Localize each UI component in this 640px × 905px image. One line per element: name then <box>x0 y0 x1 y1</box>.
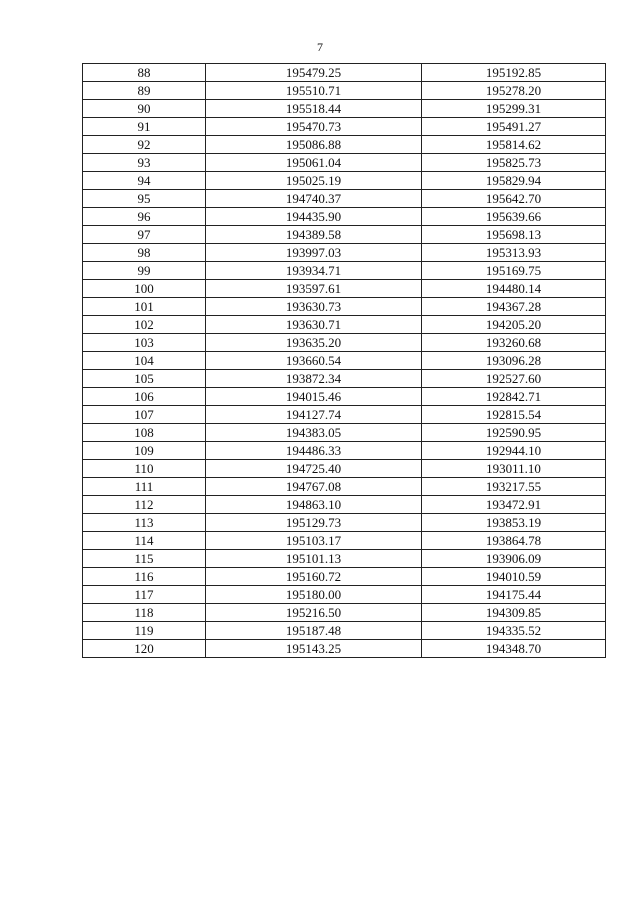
x-coordinate-cell: 194740.37 <box>206 190 422 208</box>
table-row <box>83 244 606 262</box>
y-coordinate-cell: 193853.19 <box>422 514 606 532</box>
y-coordinate-cell: 195299.31 <box>422 100 606 118</box>
y-coordinate-cell: 193906.09 <box>422 550 606 568</box>
point-number-cell: 108 <box>83 424 206 442</box>
y-coordinate-cell: 194175.44 <box>422 586 606 604</box>
y-coordinate-cell: 193472.91 <box>422 496 606 514</box>
table-row <box>83 118 606 136</box>
point-number-cell: 99 <box>83 262 206 280</box>
point-number-cell: 98 <box>83 244 206 262</box>
y-coordinate-cell: 194309.85 <box>422 604 606 622</box>
x-coordinate-cell: 193934.71 <box>206 262 422 280</box>
y-coordinate-cell: 195313.93 <box>422 244 606 262</box>
y-coordinate-cell: 193217.55 <box>422 478 606 496</box>
point-number-cell: 120 <box>83 640 206 658</box>
table-row <box>83 100 606 118</box>
point-number-cell: 110 <box>83 460 206 478</box>
y-coordinate-cell: 195698.13 <box>422 226 606 244</box>
point-number-cell: 106 <box>83 388 206 406</box>
x-coordinate-cell: 195479.25 <box>206 64 422 82</box>
table-row <box>83 442 606 460</box>
table-row <box>83 424 606 442</box>
y-coordinate-cell: 193011.10 <box>422 460 606 478</box>
y-coordinate-cell: 192815.54 <box>422 406 606 424</box>
table-row <box>83 550 606 568</box>
x-coordinate-cell: 195180.00 <box>206 586 422 604</box>
x-coordinate-cell: 193630.71 <box>206 316 422 334</box>
table-row <box>83 640 606 658</box>
y-coordinate-cell: 192944.10 <box>422 442 606 460</box>
table-row <box>83 298 606 316</box>
point-number-cell: 102 <box>83 316 206 334</box>
coordinates-table <box>82 63 606 658</box>
point-number-cell: 116 <box>83 568 206 586</box>
x-coordinate-cell: 195086.88 <box>206 136 422 154</box>
point-number-cell: 117 <box>83 586 206 604</box>
table-row <box>83 622 606 640</box>
table-row <box>83 496 606 514</box>
point-number-cell: 91 <box>83 118 206 136</box>
point-number-cell: 101 <box>83 298 206 316</box>
point-number-cell: 103 <box>83 334 206 352</box>
point-number-cell: 119 <box>83 622 206 640</box>
table-row <box>83 604 606 622</box>
y-coordinate-cell: 192590.95 <box>422 424 606 442</box>
table-row <box>83 460 606 478</box>
table-row <box>83 406 606 424</box>
point-number-cell: 107 <box>83 406 206 424</box>
y-coordinate-cell: 195642.70 <box>422 190 606 208</box>
x-coordinate-cell: 194767.08 <box>206 478 422 496</box>
table-row <box>83 352 606 370</box>
point-number-cell: 109 <box>83 442 206 460</box>
y-coordinate-cell: 194367.28 <box>422 298 606 316</box>
table-body <box>83 64 606 658</box>
table-row <box>83 532 606 550</box>
point-number-cell: 113 <box>83 514 206 532</box>
table-row <box>83 154 606 172</box>
x-coordinate-cell: 195510.71 <box>206 82 422 100</box>
y-coordinate-cell: 195825.73 <box>422 154 606 172</box>
y-coordinate-cell: 193260.68 <box>422 334 606 352</box>
x-coordinate-cell: 194863.10 <box>206 496 422 514</box>
y-coordinate-cell: 195829.94 <box>422 172 606 190</box>
x-coordinate-cell: 195187.48 <box>206 622 422 640</box>
page-number: 7 <box>317 40 323 54</box>
x-coordinate-cell: 194725.40 <box>206 460 422 478</box>
point-number-cell: 118 <box>83 604 206 622</box>
table-row <box>83 262 606 280</box>
x-coordinate-cell: 193597.61 <box>206 280 422 298</box>
y-coordinate-cell: 194348.70 <box>422 640 606 658</box>
y-coordinate-cell: 192527.60 <box>422 370 606 388</box>
y-coordinate-cell: 193096.28 <box>422 352 606 370</box>
point-number-cell: 115 <box>83 550 206 568</box>
x-coordinate-cell: 193872.34 <box>206 370 422 388</box>
table-row <box>83 514 606 532</box>
x-coordinate-cell: 195470.73 <box>206 118 422 136</box>
x-coordinate-cell: 195103.17 <box>206 532 422 550</box>
table-row <box>83 64 606 82</box>
x-coordinate-cell: 195025.19 <box>206 172 422 190</box>
point-number-cell: 89 <box>83 82 206 100</box>
x-coordinate-cell: 195216.50 <box>206 604 422 622</box>
point-number-cell: 92 <box>83 136 206 154</box>
y-coordinate-cell: 194480.14 <box>422 280 606 298</box>
point-number-cell: 94 <box>83 172 206 190</box>
x-coordinate-cell: 194383.05 <box>206 424 422 442</box>
x-coordinate-cell: 194435.90 <box>206 208 422 226</box>
point-number-cell: 112 <box>83 496 206 514</box>
table-row <box>83 172 606 190</box>
table-row <box>83 478 606 496</box>
y-coordinate-cell: 194010.59 <box>422 568 606 586</box>
table-row <box>83 334 606 352</box>
y-coordinate-cell: 195169.75 <box>422 262 606 280</box>
x-coordinate-cell: 195129.73 <box>206 514 422 532</box>
point-number-cell: 88 <box>83 64 206 82</box>
table-row <box>83 136 606 154</box>
x-coordinate-cell: 193997.03 <box>206 244 422 262</box>
y-coordinate-cell: 195814.62 <box>422 136 606 154</box>
table-row <box>83 208 606 226</box>
x-coordinate-cell: 195061.04 <box>206 154 422 172</box>
y-coordinate-cell: 194335.52 <box>422 622 606 640</box>
x-coordinate-cell: 195160.72 <box>206 568 422 586</box>
table-row <box>83 568 606 586</box>
table-row <box>83 316 606 334</box>
x-coordinate-cell: 194127.74 <box>206 406 422 424</box>
point-number-cell: 96 <box>83 208 206 226</box>
table-row <box>83 586 606 604</box>
y-coordinate-cell: 195192.85 <box>422 64 606 82</box>
x-coordinate-cell: 193635.20 <box>206 334 422 352</box>
point-number-cell: 93 <box>83 154 206 172</box>
point-number-cell: 111 <box>83 478 206 496</box>
point-number-cell: 100 <box>83 280 206 298</box>
point-number-cell: 114 <box>83 532 206 550</box>
x-coordinate-cell: 194389.58 <box>206 226 422 244</box>
x-coordinate-cell: 193630.73 <box>206 298 422 316</box>
point-number-cell: 95 <box>83 190 206 208</box>
y-coordinate-cell: 193864.78 <box>422 532 606 550</box>
table-row <box>83 82 606 100</box>
table-row <box>83 280 606 298</box>
y-coordinate-cell: 192842.71 <box>422 388 606 406</box>
table-row <box>83 370 606 388</box>
table-row <box>83 226 606 244</box>
x-coordinate-cell: 195143.25 <box>206 640 422 658</box>
table-row <box>83 388 606 406</box>
y-coordinate-cell: 194205.20 <box>422 316 606 334</box>
x-coordinate-cell: 195518.44 <box>206 100 422 118</box>
point-number-cell: 105 <box>83 370 206 388</box>
x-coordinate-cell: 194015.46 <box>206 388 422 406</box>
table-row <box>83 190 606 208</box>
x-coordinate-cell: 195101.13 <box>206 550 422 568</box>
y-coordinate-cell: 195278.20 <box>422 82 606 100</box>
y-coordinate-cell: 195491.27 <box>422 118 606 136</box>
x-coordinate-cell: 194486.33 <box>206 442 422 460</box>
point-number-cell: 90 <box>83 100 206 118</box>
point-number-cell: 104 <box>83 352 206 370</box>
x-coordinate-cell: 193660.54 <box>206 352 422 370</box>
y-coordinate-cell: 195639.66 <box>422 208 606 226</box>
point-number-cell: 97 <box>83 226 206 244</box>
